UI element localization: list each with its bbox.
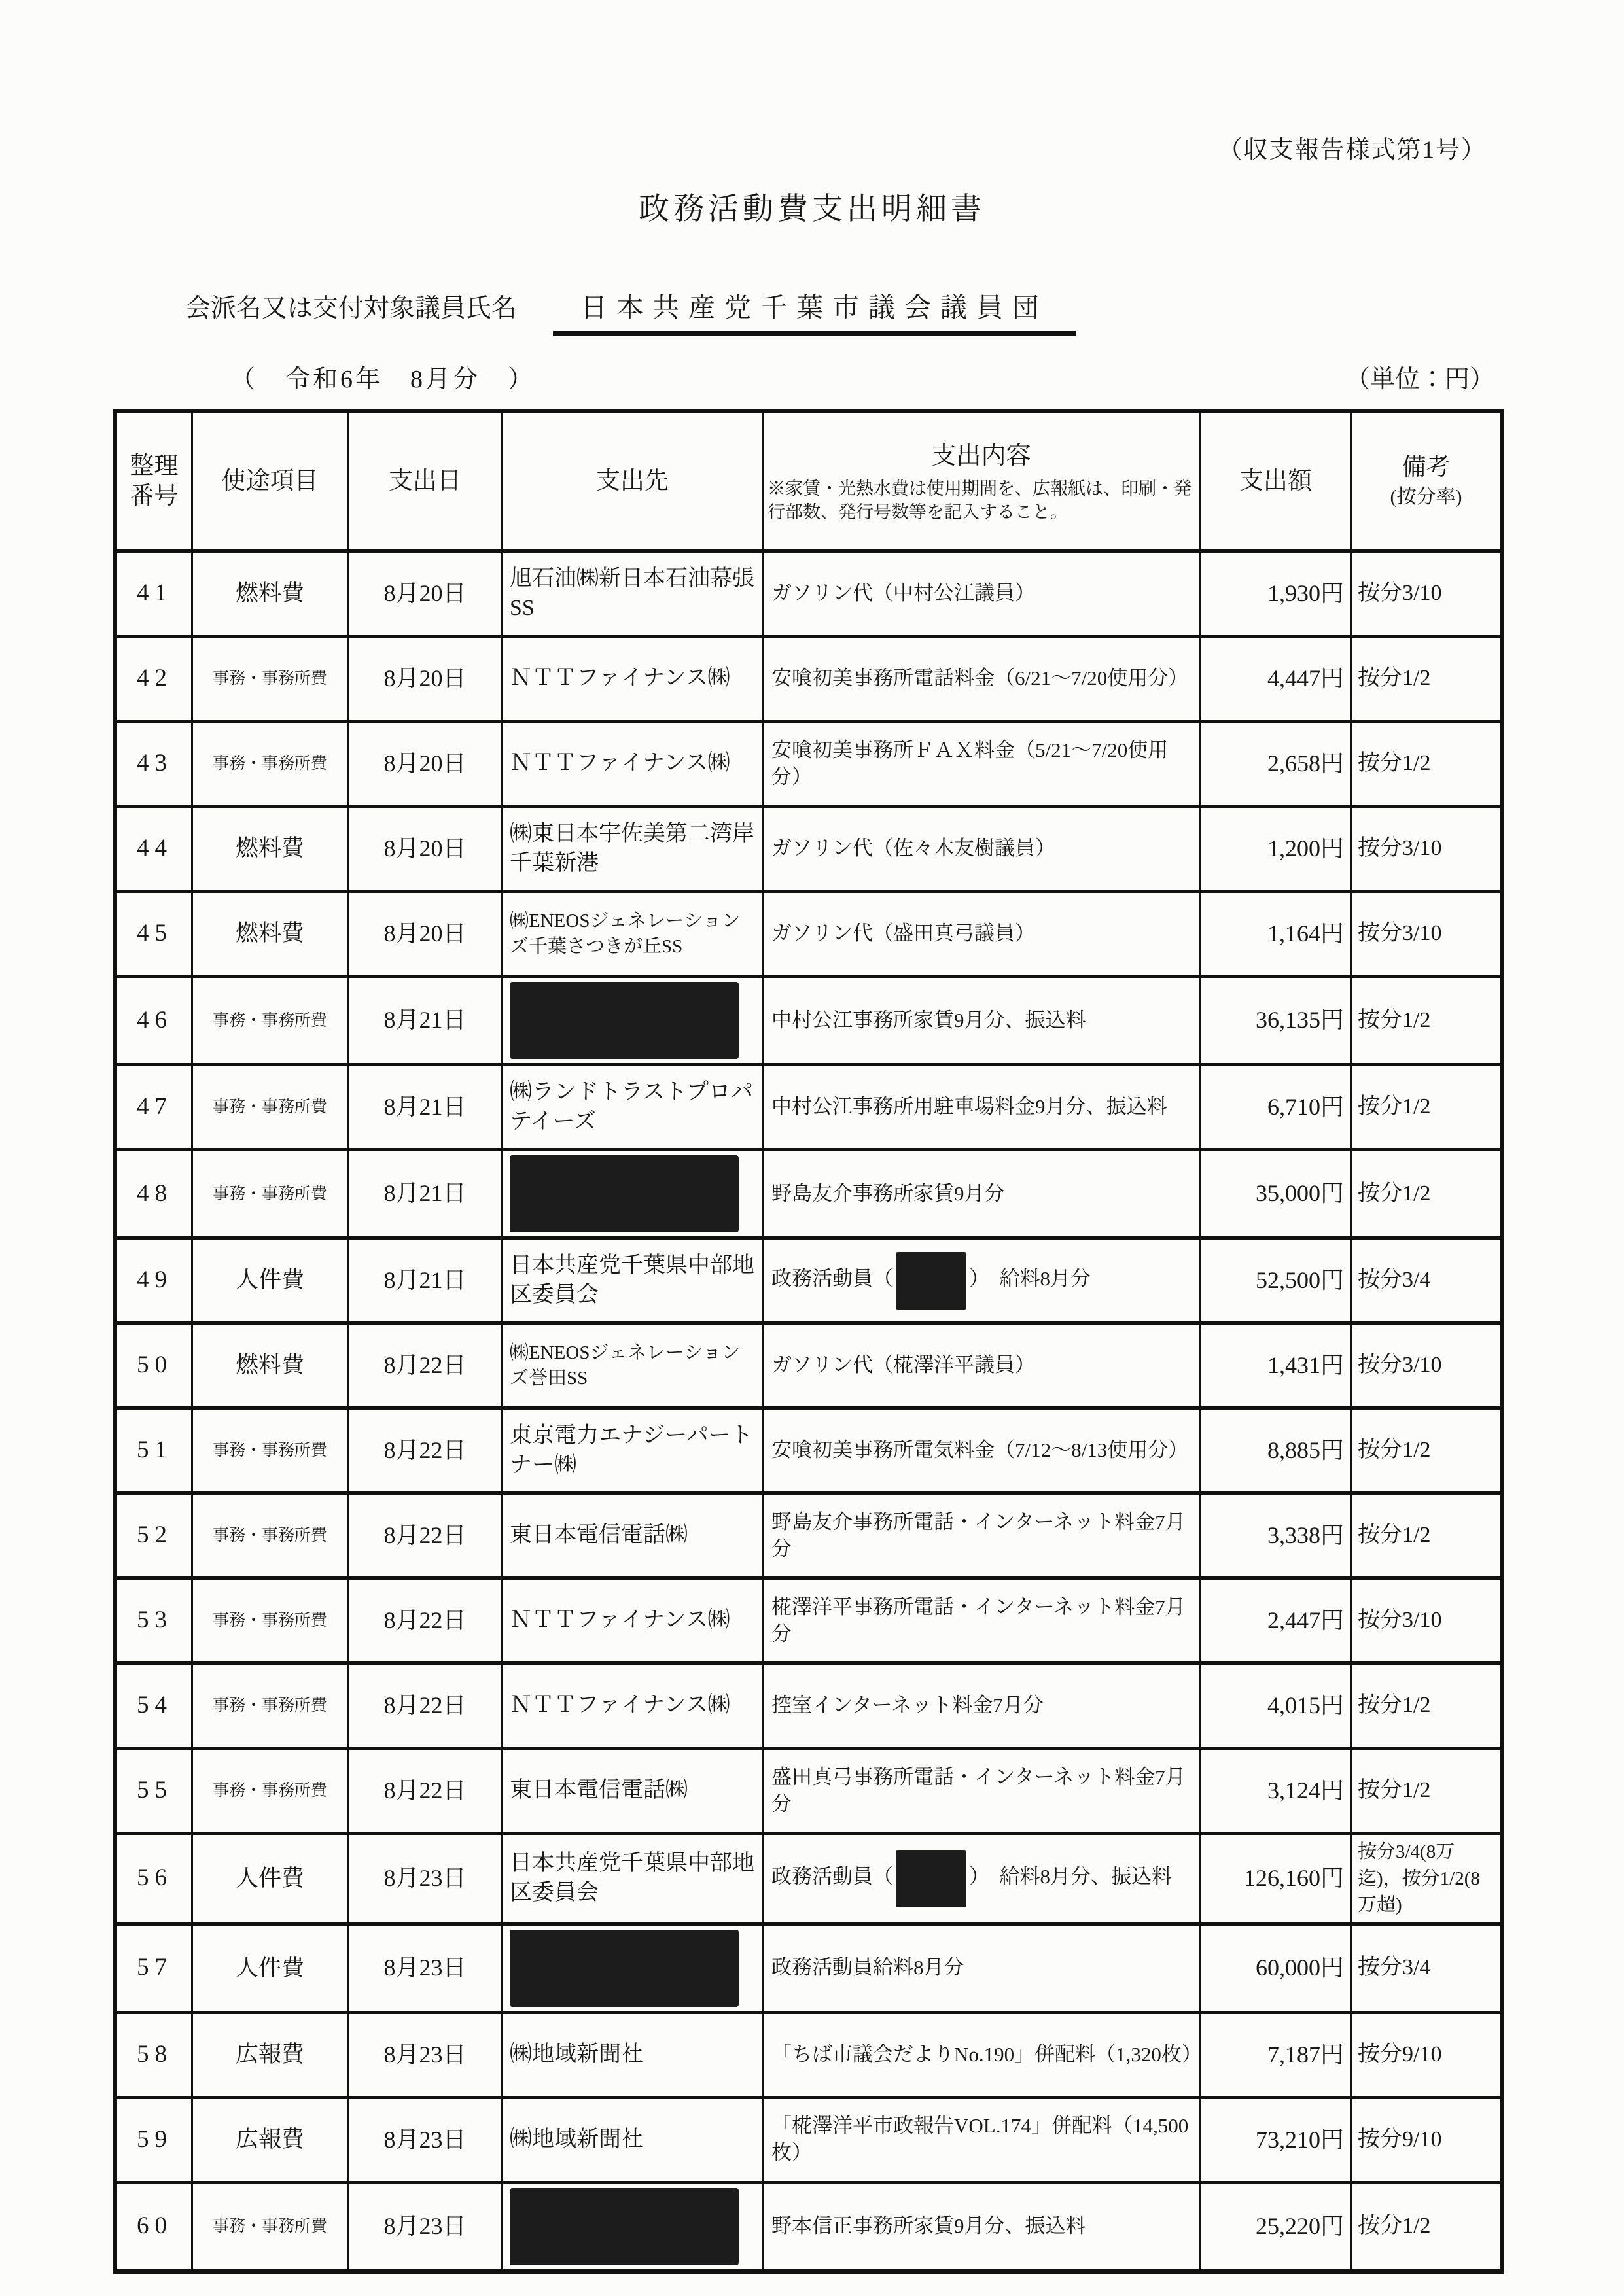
cell-item: 事務・事務所費: [192, 1748, 348, 1834]
cell-item: 事務・事務所費: [192, 1578, 348, 1663]
cell-amount: 3,338円: [1200, 1493, 1352, 1578]
cell-content: [763, 722, 1200, 807]
page-title: 政務活動費支出明細書: [639, 192, 985, 226]
redaction-box: [896, 1850, 966, 1907]
col-header-item: 使途項目: [192, 411, 348, 551]
content-text: ） 給料8月分: [969, 1266, 1091, 1290]
cell-payee: [503, 1150, 763, 1238]
cell-content: [763, 1408, 1200, 1493]
cell-payee: ㈱ランドトラストプロパテイーズ: [503, 1065, 763, 1150]
cell-item: 事務・事務所費: [192, 977, 348, 1065]
expense-row: [115, 1065, 1502, 1150]
col-header-content-title: 支出内容: [931, 442, 1031, 470]
cell-content: [763, 2182, 1200, 2271]
cell-remark: 按分3/10: [1352, 1323, 1502, 1408]
cell-date: 8月22日: [348, 1748, 503, 1834]
content-text: 盛田真弓事務所電話・インターネット料金7月分: [771, 1765, 1186, 1815]
cell-date: 8月23日: [348, 1834, 503, 1924]
content-text: 控室インターネット料金7月分: [771, 1694, 1044, 1717]
expense-row: [115, 1748, 1502, 1834]
col-header-content: [763, 411, 1200, 551]
cell-amount: 4,015円: [1200, 1663, 1352, 1748]
cell-amount: 3,124円: [1200, 1748, 1352, 1834]
col-header-remark: [1352, 411, 1502, 551]
cell-amount: 73,210円: [1200, 2097, 1352, 2182]
cell-payee: [503, 977, 763, 1065]
cell-remark: 按分1/2: [1352, 1748, 1502, 1834]
cell-date: 8月22日: [348, 1578, 503, 1663]
cell-date: 8月20日: [348, 807, 503, 892]
expense-row: [115, 2097, 1502, 2182]
faction-line: [185, 286, 1624, 336]
cell-number: 56: [115, 1834, 192, 1924]
cell-date: 8月23日: [348, 2097, 503, 2182]
cell-date: 8月22日: [348, 1663, 503, 1748]
cell-date: 8月21日: [348, 1065, 503, 1150]
cell-remark: 按分3/10: [1352, 1578, 1502, 1663]
content-text: 椛澤洋平事務所電話・インターネット料金7月分: [771, 1595, 1186, 1645]
cell-content: [763, 636, 1200, 722]
expense-row: [115, 1578, 1502, 1663]
faction-name: 日本共産党千葉市議会議員団: [553, 286, 1076, 336]
cell-amount: 2,447円: [1200, 1578, 1352, 1663]
cell-payee: 日本共産党千葉県中部地区委員会: [503, 1238, 763, 1323]
expense-row: [115, 636, 1502, 722]
col-header-remark-line2: (按分率): [1390, 486, 1462, 508]
cell-number: 42: [115, 636, 192, 722]
cell-remark: 按分3/10: [1352, 551, 1502, 636]
cell-date: 8月22日: [348, 1493, 503, 1578]
cell-number: 49: [115, 1238, 192, 1323]
cell-payee: 東日本電信電話㈱: [503, 1493, 763, 1578]
form-number-note: （収支報告様式第1号）: [1218, 137, 1487, 164]
cell-remark: 按分3/4: [1352, 1238, 1502, 1323]
cell-item: 広報費: [192, 2097, 348, 2182]
expense-table: [113, 409, 1504, 2274]
cell-amount: 52,500円: [1200, 1238, 1352, 1323]
col-header-number: [115, 411, 192, 551]
cell-content: [763, 807, 1200, 892]
cell-item: 広報費: [192, 2012, 348, 2097]
expense-row: [115, 1493, 1502, 1578]
cell-content: [763, 1748, 1200, 1834]
content-text: 安喰初美事務所電話料金（6/21～7/20使用分）: [771, 667, 1189, 690]
cell-item: 燃料費: [192, 551, 348, 636]
cell-remark: 按分3/4: [1352, 1924, 1502, 2012]
cell-item: 事務・事務所費: [192, 1663, 348, 1748]
cell-amount: 35,000円: [1200, 1150, 1352, 1238]
faction-label: 会派名又は交付対象議員氏名: [185, 294, 518, 322]
cell-content: [763, 1323, 1200, 1408]
cell-number: 48: [115, 1150, 192, 1238]
cell-content: [763, 1834, 1200, 1924]
expense-row: [115, 2182, 1502, 2271]
cell-number: 58: [115, 2012, 192, 2097]
cell-item: 事務・事務所費: [192, 1065, 348, 1150]
expense-row: [115, 1323, 1502, 1408]
cell-number: 59: [115, 2097, 192, 2182]
cell-payee: ＮＴＴファイナンス㈱: [503, 722, 763, 807]
expense-row: [115, 551, 1502, 636]
expense-row: [115, 977, 1502, 1065]
cell-amount: 1,164円: [1200, 892, 1352, 977]
cell-item: 事務・事務所費: [192, 636, 348, 722]
expense-row: [115, 722, 1502, 807]
cell-remark: 按分1/2: [1352, 2182, 1502, 2271]
cell-number: 47: [115, 1065, 192, 1150]
cell-item: 事務・事務所費: [192, 2182, 348, 2271]
cell-date: 8月21日: [348, 1238, 503, 1323]
cell-date: 8月21日: [348, 1150, 503, 1238]
cell-item: 事務・事務所費: [192, 1408, 348, 1493]
cell-payee: [503, 2182, 763, 2271]
content-text: ガソリン代（佐々木友樹議員）: [771, 837, 1055, 860]
content-text: 安喰初美事務所ＦＡＸ料金（5/21～7/20使用分）: [771, 738, 1169, 788]
redaction-box: [510, 2188, 739, 2265]
cell-number: 46: [115, 977, 192, 1065]
cell-amount: 7,187円: [1200, 2012, 1352, 2097]
cell-payee: ㈱地域新聞社: [503, 2097, 763, 2182]
cell-content: [763, 1578, 1200, 1663]
cell-content: [763, 1065, 1200, 1150]
cell-remark: 按分1/2: [1352, 722, 1502, 807]
content-text: ガソリン代（盛田真弓議員）: [771, 922, 1035, 945]
redaction-box: [510, 1930, 739, 2007]
cell-payee: 東京電力エナジーパートナー㈱: [503, 1408, 763, 1493]
cell-payee: ㈱東日本宇佐美第二湾岸千葉新港: [503, 807, 763, 892]
cell-number: 52: [115, 1493, 192, 1578]
header-row: [115, 411, 1502, 551]
cell-payee: ㈱ENEOSジェネレーションズ誉田SS: [503, 1323, 763, 1408]
cell-number: 57: [115, 1924, 192, 2012]
cell-payee: 東日本電信電話㈱: [503, 1748, 763, 1834]
cell-remark: 按分1/2: [1352, 636, 1502, 722]
cell-remark: 按分1/2: [1352, 1065, 1502, 1150]
cell-item: 燃料費: [192, 1323, 348, 1408]
period-unit-line: [0, 358, 1624, 394]
cell-amount: 4,447円: [1200, 636, 1352, 722]
cell-number: 55: [115, 1748, 192, 1834]
content-text: 中村公江事務所用駐車場料金9月分、振込料: [771, 1095, 1167, 1119]
cell-payee: ㈱ENEOSジェネレーションズ千葉さつきが丘SS: [503, 892, 763, 977]
content-text: 野島友介事務所家賃9月分: [771, 1181, 1005, 1205]
cell-amount: 1,200円: [1200, 807, 1352, 892]
cell-content: [763, 1150, 1200, 1238]
cell-number: 60: [115, 2182, 192, 2271]
cell-payee: ＮＴＴファイナンス㈱: [503, 1578, 763, 1663]
cell-payee: ＮＴＴファイナンス㈱: [503, 1663, 763, 1748]
cell-payee: 旭石油㈱新日本石油幕張SS: [503, 551, 763, 636]
cell-content: [763, 1493, 1200, 1578]
cell-content: [763, 977, 1200, 1065]
cell-amount: 60,000円: [1200, 1924, 1352, 2012]
cell-remark: 按分3/10: [1352, 807, 1502, 892]
expense-row: [115, 1150, 1502, 1238]
content-text: 政務活動員（: [771, 1865, 893, 1888]
cell-item: 人件費: [192, 1834, 348, 1924]
cell-number: 44: [115, 807, 192, 892]
cell-payee: [503, 1924, 763, 2012]
cell-number: 51: [115, 1408, 192, 1493]
cell-amount: 2,658円: [1200, 722, 1352, 807]
cell-payee: ＮＴＴファイナンス㈱: [503, 636, 763, 722]
redaction-box: [510, 1155, 739, 1232]
cell-date: 8月21日: [348, 977, 503, 1065]
cell-content: [763, 1663, 1200, 1748]
cell-date: 8月23日: [348, 2182, 503, 2271]
cell-content: [763, 2012, 1200, 2097]
cell-remark: 按分1/2: [1352, 1408, 1502, 1493]
cell-remark: 按分9/10: [1352, 2012, 1502, 2097]
cell-content: [763, 551, 1200, 636]
cell-date: 8月22日: [348, 1408, 503, 1493]
cell-number: 43: [115, 722, 192, 807]
content-text: ガソリン代（椛澤洋平議員）: [771, 1353, 1035, 1377]
content-text: 野島友介事務所電話・インターネット料金7月分: [771, 1510, 1186, 1560]
col-header-number-line1: 整理: [130, 452, 179, 479]
cell-payee: 日本共産党千葉県中部地区委員会: [503, 1834, 763, 1924]
cell-number: 45: [115, 892, 192, 977]
cell-date: 8月23日: [348, 2012, 503, 2097]
col-header-date: 支出日: [348, 411, 503, 551]
cell-remark: 按分3/4(8万迄)，按分1/2(8万超): [1352, 1834, 1502, 1924]
cell-number: 41: [115, 551, 192, 636]
content-text: ） 給料8月分、振込料: [969, 1865, 1172, 1888]
cell-number: 53: [115, 1578, 192, 1663]
cell-remark: 按分1/2: [1352, 1150, 1502, 1238]
cell-item: 燃料費: [192, 892, 348, 977]
expense-row: [115, 1924, 1502, 2012]
expense-row: [115, 1238, 1502, 1323]
cell-amount: 1,431円: [1200, 1323, 1352, 1408]
cell-date: 8月20日: [348, 636, 503, 722]
col-header-content-note: ※家賃・光熱水費は使用期間を、広報紙は、印刷・発行部数、発行号数等を記入すること。: [768, 478, 1192, 523]
cell-content: [763, 1238, 1200, 1323]
expense-row: [115, 1408, 1502, 1493]
col-header-remark-line1: 備考: [1402, 454, 1451, 481]
cell-amount: 6,710円: [1200, 1065, 1352, 1150]
cell-remark: 按分1/2: [1352, 1493, 1502, 1578]
content-text: 政務活動員給料8月分: [771, 1956, 964, 1979]
cell-payee: ㈱地域新聞社: [503, 2012, 763, 2097]
cell-amount: 1,930円: [1200, 551, 1352, 636]
cell-date: 8月23日: [348, 1924, 503, 2012]
cell-remark: 按分3/10: [1352, 892, 1502, 977]
cell-amount: 126,160円: [1200, 1834, 1352, 1924]
expense-row: [115, 892, 1502, 977]
expense-row: [115, 2012, 1502, 2097]
cell-date: 8月22日: [348, 1323, 503, 1408]
expense-table-body: [115, 551, 1502, 2272]
content-text: 安喰初美事務所電気料金（7/12～8/13使用分）: [771, 1438, 1189, 1462]
redaction-box: [896, 1252, 966, 1310]
reporting-period: （ 令和6年 8月分 ）: [230, 366, 536, 393]
cell-item: 事務・事務所費: [192, 1493, 348, 1578]
cell-number: 50: [115, 1323, 192, 1408]
content-text: 野本信正事務所家賃9月分、振込料: [771, 2214, 1086, 2238]
unit-note: （単位：円）: [1345, 366, 1494, 393]
cell-amount: 36,135円: [1200, 977, 1352, 1065]
cell-remark: 按分1/2: [1352, 1663, 1502, 1748]
content-text: 「ちば市議会だよりNo.190」併配料（1,320枚）: [771, 2042, 1202, 2066]
cell-content: [763, 892, 1200, 977]
cell-item: 事務・事務所費: [192, 722, 348, 807]
content-text: 政務活動員（: [771, 1266, 893, 1290]
cell-item: 燃料費: [192, 807, 348, 892]
cell-amount: 25,220円: [1200, 2182, 1352, 2271]
cell-content: [763, 1924, 1200, 2012]
col-header-payee: 支出先: [503, 411, 763, 551]
cell-date: 8月20日: [348, 892, 503, 977]
redaction-box: [510, 982, 739, 1059]
content-text: ガソリン代（中村公江議員）: [771, 582, 1035, 605]
cell-item: 人件費: [192, 1924, 348, 2012]
cell-item: 事務・事務所費: [192, 1150, 348, 1238]
cell-remark: 按分9/10: [1352, 2097, 1502, 2182]
cell-remark: 按分1/2: [1352, 977, 1502, 1065]
cell-number: 54: [115, 1663, 192, 1748]
cell-content: [763, 2097, 1200, 2182]
content-text: 中村公江事務所家賃9月分、振込料: [771, 1008, 1086, 1032]
cell-amount: 8,885円: [1200, 1408, 1352, 1493]
col-header-amount: 支出額: [1200, 411, 1352, 551]
expense-row: [115, 1834, 1502, 1924]
cell-date: 8月20日: [348, 722, 503, 807]
expense-row: [115, 807, 1502, 892]
col-header-number-line2: 番号: [130, 483, 179, 510]
content-text: 「椛澤洋平市政報告VOL.174」併配料（14,500枚）: [771, 2114, 1189, 2165]
cell-item: 人件費: [192, 1238, 348, 1323]
expense-row: [115, 1663, 1502, 1748]
cell-date: 8月20日: [348, 551, 503, 636]
